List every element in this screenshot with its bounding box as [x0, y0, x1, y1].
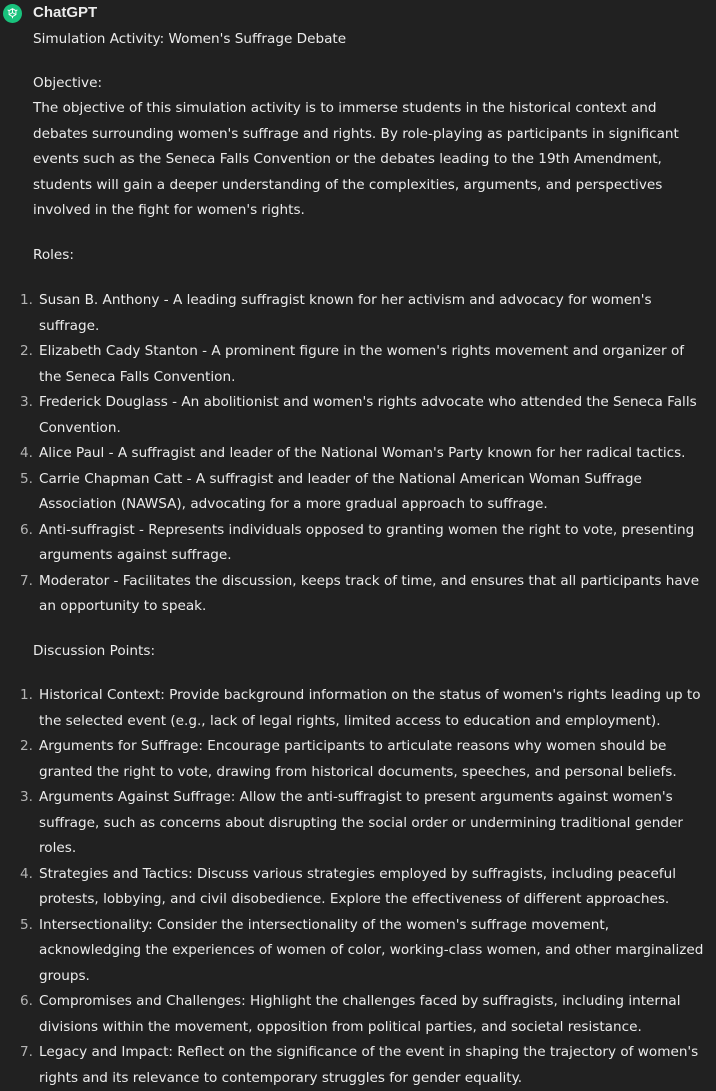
list-number: 5. — [20, 470, 33, 487]
openai-logo-icon — [6, 7, 19, 20]
list-item-text: Strategies and Tactics: Discuss various strategies employed by suffragists, including peaceful protests, lobbying, and civil disobedience. Explore the effectiveness of different approaches. — [39, 865, 677, 907]
list-number: 4. — [20, 445, 33, 461]
list-number: 6. — [20, 993, 33, 1009]
list-item — [0, 339, 716, 390]
list-item-text: Alice Paul - A suffragist and leader of the National Woman's Party known for her radical tactics. — [39, 445, 686, 461]
message-body — [0, 27, 716, 1091]
list-item-text: Elizabeth Cady Stanton - A prominent figure in the women's rights movement and organizer of the Seneca Falls Convention. — [39, 343, 685, 385]
list-item-text: Arguments for Suffrage: Encourage participants to articulate reasons why women should be granted the right to vote, drawing from historical documents, speeches, and personal beliefs. — [39, 738, 677, 780]
list-item-text: Intersectionality: Consider the intersectionality of the women's suffrage movement, acknowledging the experiences of women of color, working-class women, and other marginalized groups. — [39, 916, 704, 984]
list-item — [0, 569, 716, 620]
objective-heading: Objective: — [33, 74, 103, 91]
list-item-text: Frederick Douglass - An abolitionist and women's rights advocate who attended the Seneca Falls Convention. — [39, 394, 697, 436]
list-item-text: Anti-suffragist - Represents individuals opposed to granting women the right to vote, presenting arguments against suffrage. — [39, 521, 695, 563]
list-item — [0, 441, 716, 467]
list-item — [0, 467, 716, 518]
author-name: ChatGPT — [33, 4, 98, 21]
objective-text: The objective of this simulation activity is to immerse students in the historical context and debates surrounding women's suffrage and rights. By role-playing as participants in significant events such as the Seneca Falls Convention or the debates leading to the 19th Amendment, students will gain a deeper understanding of the complexities, arguments, and perspectives involved in the fight for women's rights. — [33, 100, 679, 218]
discussion-points-list — [0, 683, 716, 1091]
list-number: 3. — [20, 394, 33, 410]
list-number: 7. — [20, 572, 33, 589]
list-number: 4. — [20, 865, 33, 882]
list-number: 2. — [20, 343, 33, 359]
list-item — [0, 683, 716, 734]
list-number: 6. — [20, 521, 33, 538]
discussion-heading: Discussion Points: — [33, 642, 156, 659]
list-item — [0, 913, 716, 990]
list-item — [0, 989, 716, 1040]
list-item — [0, 862, 716, 913]
roles-list — [0, 288, 716, 620]
list-item — [0, 1040, 716, 1091]
list-number: 7. — [20, 1044, 33, 1060]
list-number: 3. — [20, 789, 33, 805]
list-item — [0, 785, 716, 862]
list-item-text: Legacy and Impact: Reflect on the significance of the event in shaping the trajectory of women's rights and its relevance to contemporary struggles for gender equality. — [39, 1044, 699, 1086]
list-item-text: Carrie Chapman Catt - A suffragist and leader of the National American Woman Suffrage Association (NAWSA), advocating for a more gradual approach to suffrage. — [39, 470, 642, 512]
roles-heading: Roles: — [33, 246, 74, 263]
list-number: 5. — [20, 916, 33, 933]
list-item-text: Arguments Against Suffrage: Allow the anti-suffragist to present arguments against women's suffrage, such as concerns about disrupting the social order or undermining traditional gender roles. — [39, 789, 683, 856]
list-number: 2. — [20, 738, 33, 754]
list-item-text: Susan B. Anthony - A leading suffragist known for her activism and advocacy for women's suffrage. — [39, 292, 652, 334]
list-number: 1. — [20, 292, 33, 308]
list-item-text: Moderator - Facilitates the discussion, keeps track of time, and ensures that all participants have an opportunity to speak. — [39, 572, 700, 614]
list-item — [0, 734, 716, 785]
list-item-text: Historical Context: Provide background information on the status of women's rights leading up to the selected event (e.g., lack of legal rights, limited access to education and employment). — [39, 687, 701, 729]
message-title: Simulation Activity: Women's Suffrage Debate — [33, 31, 347, 47]
list-item-text: Compromises and Challenges: Highlight the challenges faced by suffragists, including internal divisions within the movement, opposition from political parties, and societal resistance. — [39, 993, 681, 1035]
list-item — [0, 390, 716, 441]
chatgpt-avatar — [3, 4, 22, 23]
list-number: 1. — [20, 687, 33, 703]
list-item — [0, 288, 716, 339]
list-item — [0, 518, 716, 569]
